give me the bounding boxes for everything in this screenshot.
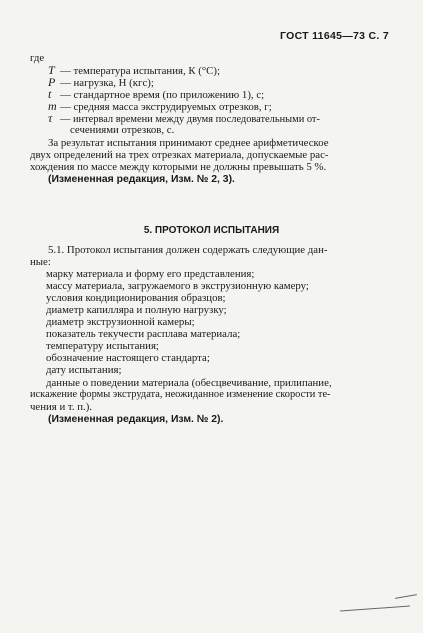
symbol: T <box>48 63 55 77</box>
list-item: массу материала, загружаемого в экструзионную камеру; <box>46 280 309 292</box>
list-item: обозначение настоящего стандарта; <box>46 352 210 364</box>
list-item: марку материала и форму его представления; <box>46 268 255 280</box>
list-item: условия кондиционирования образцов; <box>46 292 226 304</box>
definition-text: — средняя масса экструдируемых отрезков, г; <box>60 101 272 113</box>
paragraph-line: двух определений на трех отрезках материала, допускаемые рас- <box>30 149 329 161</box>
list-item: диаметр капилляра и полную нагрузку; <box>46 304 227 316</box>
symbol: τ <box>48 111 53 125</box>
list-item: данные о поведении материала (обесцвечивание, прилипание, <box>46 377 332 389</box>
amendment-note: (Измененная редакция, Изм. № 2, 3). <box>48 174 235 185</box>
amendment-note: (Измененная редакция, Изм. № 2). <box>48 414 224 425</box>
where-label: где <box>30 52 45 64</box>
symbol: t <box>48 87 52 101</box>
page-header: ГОСТ 11645—73 С. 7 <box>279 30 389 42</box>
list-item: диаметр экструзионной камеры; <box>46 316 195 328</box>
paragraph-line: 5.1. Протокол испытания должен содержать следующие дан- <box>48 244 328 256</box>
list-item: искажение формы экструдата, неожиданное изменение скорости те- <box>30 389 331 400</box>
list-item: дату испытания; <box>46 364 122 376</box>
definition-continuation: сечениями отрезков, с. <box>70 124 175 136</box>
section-title: 5. ПРОТОКОЛ ИСПЫТАНИЯ <box>143 225 280 236</box>
symbol: P <box>48 75 56 89</box>
definition-text: — интервал времени между двумя последовательными от- <box>60 114 320 125</box>
list-item: показатель текучести расплава материала; <box>46 328 241 340</box>
paragraph-line: За результат испытания принимают среднее арифметическое <box>48 137 329 149</box>
symbol: m <box>48 99 57 113</box>
scan-artifact <box>395 594 417 599</box>
definition-text: — нагрузка, Н (кгс); <box>60 77 154 89</box>
scan-artifact <box>340 606 410 612</box>
list-item: чения и т. п.). <box>30 401 92 413</box>
paragraph-line: ные: <box>30 256 51 268</box>
list-item: температуру испытания; <box>46 340 159 352</box>
paragraph-line: хождения по массе между которыми не должны превышать 5 %. <box>30 161 327 173</box>
definition-text: — температура испытания, К (°С); <box>60 65 220 77</box>
definition-text: — стандартное время (по приложению 1), с; <box>60 89 265 101</box>
